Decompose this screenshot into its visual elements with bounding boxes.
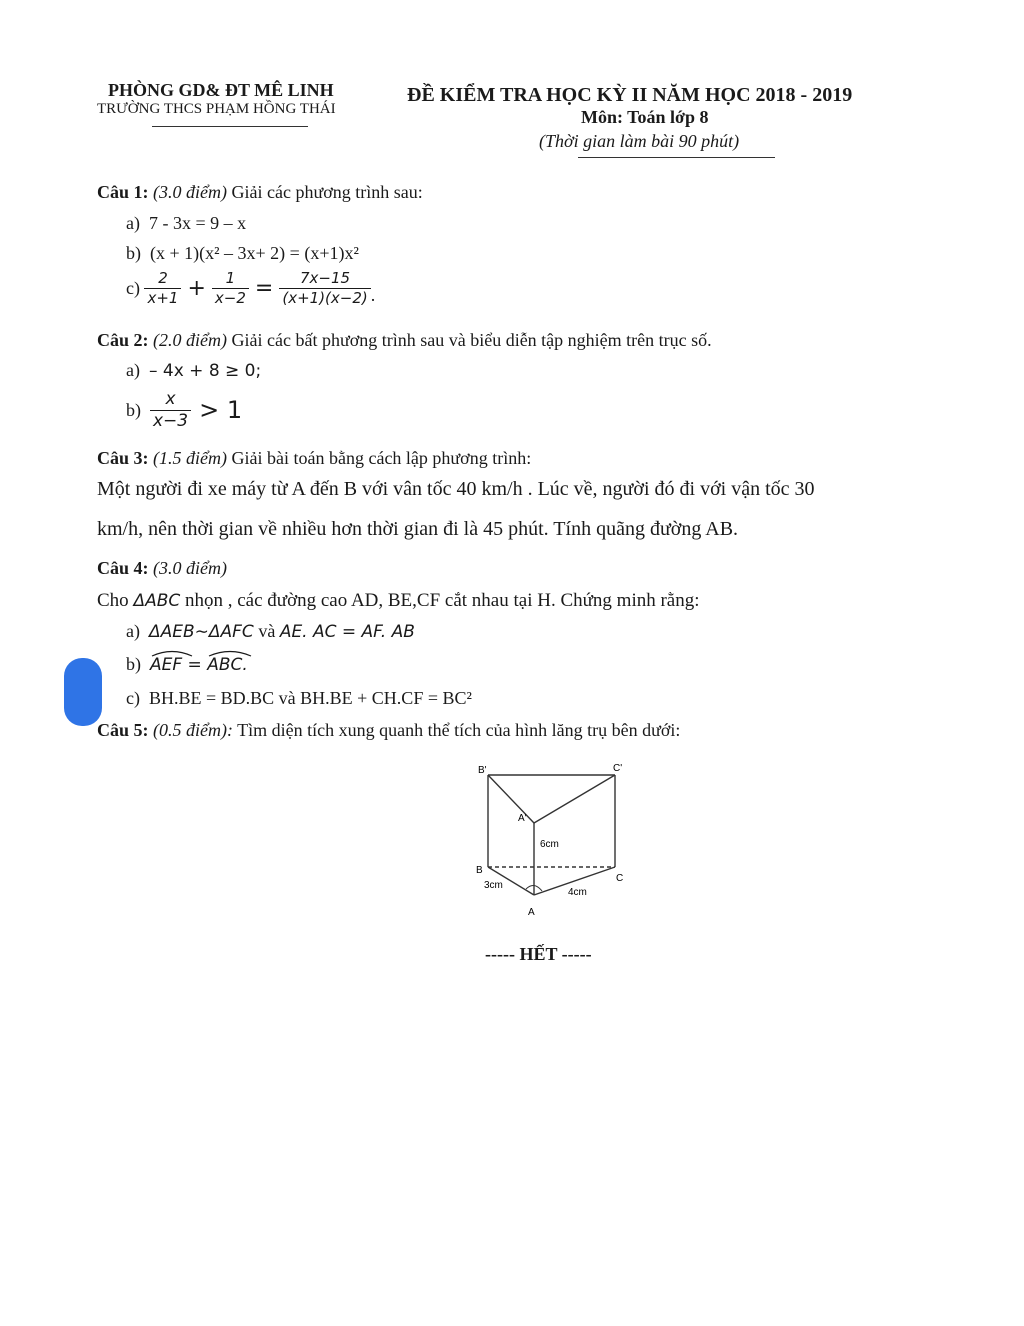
question-2a: [126, 360, 261, 381]
question-1-prompt: Giải các phương trình sau:: [227, 182, 423, 202]
label-ac-length: 4cm: [568, 887, 587, 898]
numerator: 7x−15: [300, 269, 351, 287]
label-b: B: [476, 865, 483, 876]
question-2-label: Câu 2:: [97, 330, 149, 350]
label-ab-length: 3cm: [484, 880, 503, 891]
period: .: [242, 655, 248, 675]
edge-a-prime-c-prime: [534, 775, 615, 823]
denominator: x−3: [150, 410, 191, 431]
item-label: a): [126, 360, 140, 380]
question-3-label: Câu 3:: [97, 448, 149, 468]
label-b-prime: B': [478, 765, 487, 776]
equals-sign: =: [182, 655, 208, 675]
intro-text: Cho: [97, 590, 134, 611]
arc-hat: [207, 649, 253, 657]
fraction-x-over-x-minus-3: [150, 390, 191, 430]
item-label: b): [126, 654, 141, 674]
question-3-heading: [97, 448, 531, 469]
label-a: A: [528, 907, 535, 918]
question-4-points: (3.0 điểm): [153, 558, 227, 578]
item-label: b): [126, 399, 141, 420]
question-3-prompt: Giải bài toán bằng cách lập phương trình:: [227, 448, 532, 468]
inequality-2b-rhs: > 1: [199, 396, 243, 425]
item-label: a): [126, 621, 140, 641]
prism-figure: [470, 755, 640, 925]
question-4-heading: [97, 558, 227, 579]
question-5-points: (0.5 điểm):: [153, 720, 233, 740]
duration-underline: [578, 157, 775, 158]
angle-label: ABC: [207, 655, 243, 675]
product-equality: AE. AC = AF. AB: [279, 622, 415, 642]
label-c: C: [616, 873, 624, 884]
plus-sign: +: [187, 275, 206, 301]
angle-aef: [150, 655, 182, 675]
item-label: b): [126, 243, 141, 263]
numerator: x: [165, 389, 176, 409]
question-5-label: Câu 5:: [97, 720, 149, 740]
intro-text: nhọn , các đường cao AD, BE,CF cắt nhau tại H. Chứng minh rằng:: [180, 590, 700, 611]
label-height: 6cm: [540, 839, 559, 850]
question-1-label: Câu 1:: [97, 182, 149, 202]
exam-subject: Môn: Toán lớp 8: [581, 107, 709, 127]
angle-label: AEF: [150, 655, 183, 675]
question-2-heading: [97, 330, 712, 351]
item-label: c): [126, 277, 140, 298]
denominator: x+1: [144, 288, 181, 307]
school-name: TRƯỜNG THCS PHẠM HỒNG THÁI: [97, 101, 336, 117]
angle-abc: [207, 655, 242, 675]
question-5-prompt: Tìm diện tích xung quanh thể tích của hình lăng trụ bên dưới:: [233, 720, 681, 740]
item-label: c): [126, 688, 140, 708]
question-3-points: (1.5 điểm): [153, 448, 227, 468]
equation-1a: 7 - 3x = 9 – x: [148, 213, 247, 233]
exam-title: ĐỀ KIỂM TRA HỌC KỲ II NĂM HỌC 2018 - 2019: [407, 84, 853, 106]
fraction-2-over-x-plus-1: [144, 270, 181, 306]
and-word: và: [253, 621, 280, 641]
question-4-intro: [97, 590, 700, 612]
question-1-heading: [97, 182, 423, 203]
question-1c: [126, 270, 375, 306]
question-3-text-line2: km/h, nên thời gian về nhiều hơn thời gian đi là 45 phút. Tính quãng đường AB.: [97, 518, 739, 540]
numerator: 1: [225, 269, 236, 287]
question-5-heading: [97, 720, 680, 741]
end-marker: ----- HẾT -----: [485, 944, 592, 964]
question-4b: [126, 654, 248, 675]
question-4a: [126, 621, 415, 642]
question-2b: [126, 390, 242, 430]
side-tab-handle[interactable]: [64, 658, 102, 726]
label-a-prime: A': [518, 813, 527, 824]
triangle-abc: ΔABC: [133, 591, 181, 611]
equation-1b: (x + 1)(x² – 3x+ 2) = (x+1)x²: [150, 243, 359, 263]
inequality-2a: – 4x + 8 ≥ 0;: [148, 361, 262, 381]
department-name: PHÒNG GD& ĐT MÊ LINH: [108, 80, 334, 100]
label-c-prime: C': [613, 763, 623, 774]
denominator: x−2: [212, 288, 249, 307]
question-1a: [126, 213, 246, 234]
period: .: [370, 285, 376, 305]
header-underline: [152, 126, 308, 127]
exam-duration: (Thời gian làm bài 90 phút): [539, 131, 740, 151]
equation-4c: BH.BE = BD.BC và BH.BE + CH.CF = BC²: [148, 688, 472, 708]
fraction-rhs: [279, 270, 370, 306]
question-1b: [126, 243, 359, 264]
fraction-1-over-x-minus-2: [212, 270, 249, 306]
question-4-label: Câu 4:: [97, 558, 149, 578]
numerator: 2: [158, 269, 168, 287]
question-2-points: (2.0 điểm): [153, 330, 227, 350]
question-4c: [126, 688, 472, 709]
similar-triangles: ΔAEB∼ΔAFC: [148, 622, 254, 642]
equals-sign: =: [254, 275, 274, 301]
denominator: (x+1)(x−2): [279, 288, 370, 307]
edge-b-prime-a-prime: [488, 775, 534, 823]
question-3-text-line1: Một người đi xe máy từ A đến B với vân tốc 40 km/h . Lúc về, người đó đi với vận tốc 30: [97, 478, 815, 500]
item-label: a): [126, 213, 140, 233]
question-1-points: (3.0 điểm): [153, 182, 227, 202]
arc-hat: [150, 649, 194, 657]
question-2-prompt: Giải các bất phương trình sau và biểu diễn tập nghiệm trên trục số.: [227, 330, 712, 350]
